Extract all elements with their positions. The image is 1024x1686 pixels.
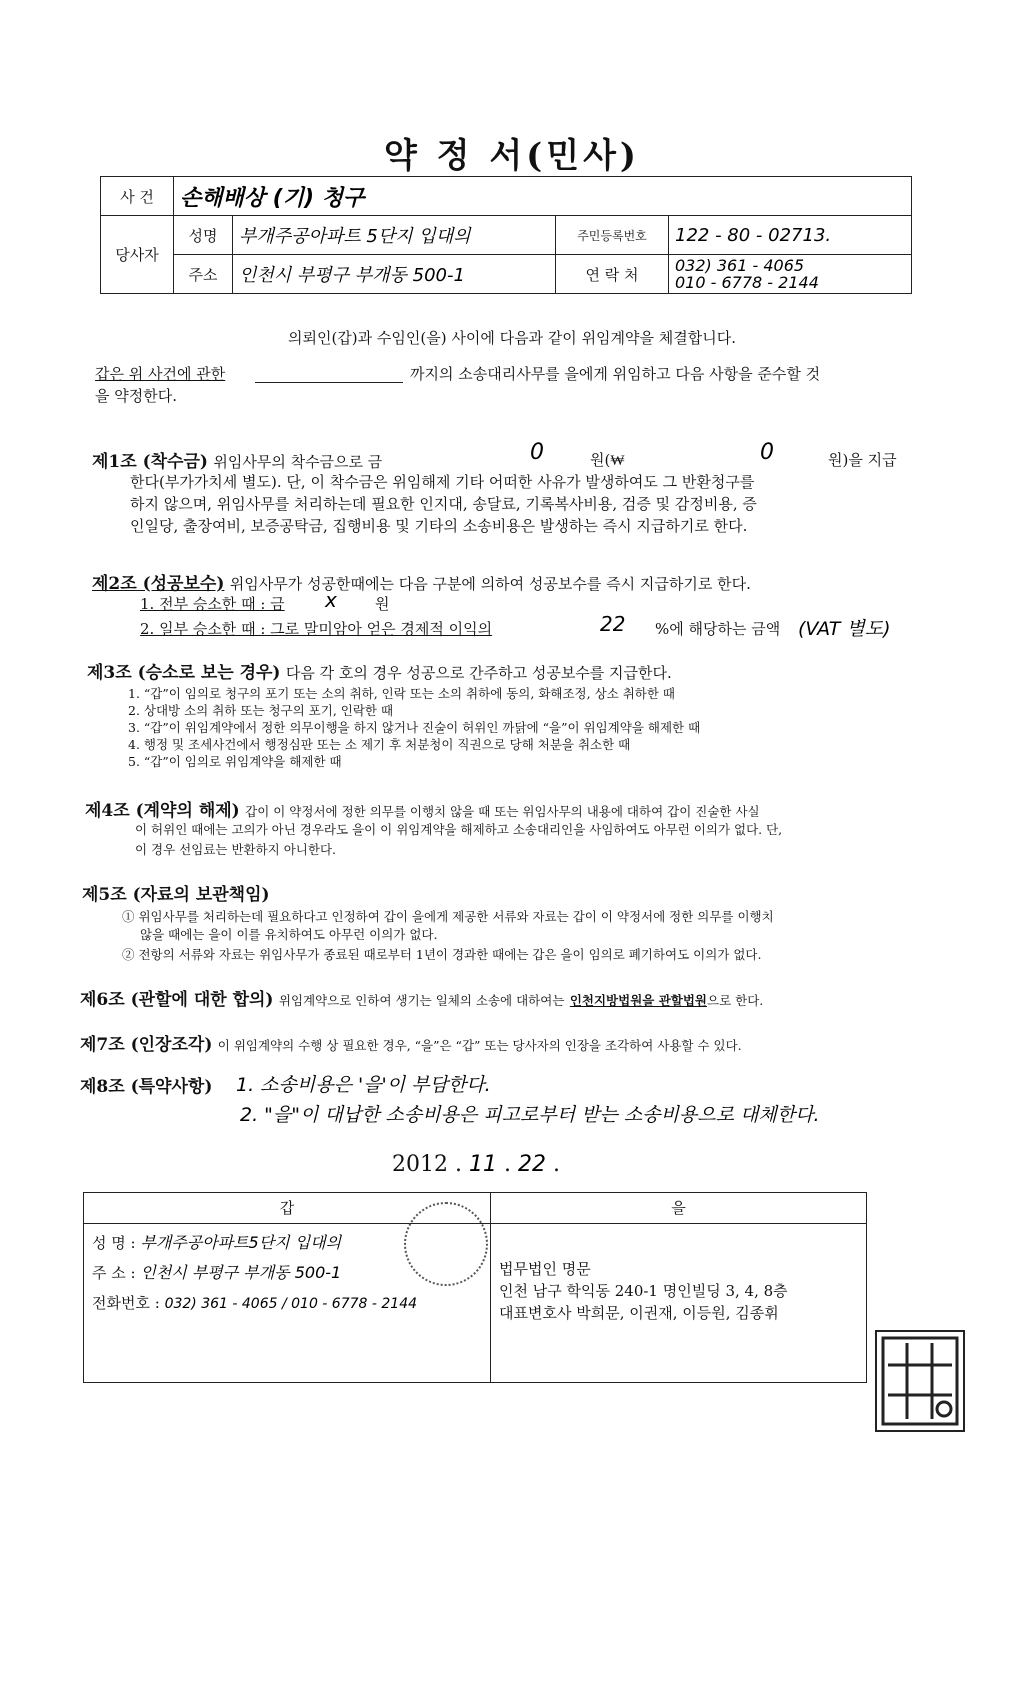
art2-item1-hand: x [325, 588, 337, 612]
document-title: 약 정 서(민사) [383, 136, 641, 176]
art6-line [80, 985, 763, 1010]
art1-line1 [92, 447, 382, 472]
intro-text: 의뢰인(갑)과 수임인(을) 사이에 다음과 같이 위임계약을 체결합니다. [287, 329, 737, 347]
date-month: 11 [469, 1152, 497, 1177]
art3-line1 [87, 658, 672, 683]
art2-text: 위임사무가 성공한때에는 다음 구분에 의하여 성공보수를 즉시 지급하기로 한다. [229, 575, 751, 593]
name-value: 부개주공아파트 5단지 입대의 [233, 216, 556, 255]
address-value: 인천시 부평구 부개동 500-1 [233, 255, 556, 294]
gap-address-value: 인천시 부평구 부개동 500-1 [140, 1263, 342, 1282]
art5-item2: ② 전항의 서류와 자료는 위임사무가 종료된 때로부터 1년이 경과한 때에는 갑은 을이 임의로 폐기하여도 이의가 없다. [122, 947, 762, 962]
art8-heading: 제8조 (특약사항) [80, 1077, 213, 1097]
art1-line2: 한다(부가가치세 별도). 단, 이 착수금은 위임해제 기타 어떠한 사유가 발생하여도 그 반환청구를 [130, 473, 755, 491]
firm-address: 인천 남구 학익동 240-1 명인빌딩 3, 4, 8층 [499, 1282, 788, 1300]
art2-item2-hand: 22 [600, 612, 626, 636]
preamble-part3: 을 약정한다. [95, 387, 177, 405]
gap-phone-label: 전화번호 : [92, 1294, 160, 1312]
eul-details [491, 1224, 867, 1383]
party-label: 당사자 [101, 216, 174, 294]
art1-line4: 인일당, 출장여비, 보증공탁금, 집행비용 및 기타의 소송비용은 발생하는 즉시 지급하기로 한다. [130, 517, 748, 535]
date-day: 22 [518, 1152, 546, 1177]
art5-item1-a: ① 위임사무를 처리하는데 필요하다고 인정하여 갑이 을에게 제공한 서류와 자료는 갑이 이 약정서에 정한 의무를 이행치 [122, 909, 774, 924]
art6-text1: 위임계약으로 인하여 생기는 일체의 소송에 대하여는 [278, 993, 565, 1008]
firm-name: 법무법인 명문 [499, 1260, 591, 1278]
gap-phone-value: 032) 361 - 4065 / 010 - 6778 - 2144 [164, 1296, 418, 1312]
art3-item: 5. “갑”이 임의로 위임계약을 해제한 때 [128, 754, 342, 769]
gap-name-value: 부개주공아파트5단지 입대의 [140, 1233, 342, 1252]
art1-text2: 원(₩ [590, 451, 625, 469]
art6-heading: 제6조 (관할에 대한 합의) [80, 990, 274, 1010]
col-eul-header: 을 [491, 1193, 867, 1224]
art2-item2-b: %에 해당하는 금액 [655, 620, 781, 638]
art2-item2-a: 2. 일부 승소한 때 : 그로 말미암아 얻은 경제적 이익의 [140, 620, 493, 638]
art1-line3: 하지 않으며, 위임사무를 처리하는데 필요한 인지대, 송달료, 기록복사비용, 검증 및 감정비용, 증 [130, 495, 757, 513]
case-info-table [100, 176, 912, 294]
art5-item1-b: 않을 때에는 을이 이를 유치하여도 아무런 이의가 없다. [140, 927, 438, 942]
art3-heading: 제3조 (승소로 보는 경우) [87, 663, 281, 683]
art3-item: 1. “갑”이 임의로 청구의 포기 또는 소의 취하, 인락 또는 소의 취하에 동의, 화해조정, 상소 취하한 때 [128, 686, 675, 701]
art3-item: 3. “갑”이 위임계약에서 정한 의무이행을 하지 않거나 진술이 허위인 까닭에 “을”이 위임계약을 해제한 때 [128, 720, 701, 735]
art4-line3: 이 경우 선임료는 반환하지 아니한다. [135, 842, 336, 857]
art3-item: 2. 상대방 소의 취하 또는 청구의 포기, 인락한 때 [128, 703, 394, 718]
contact-phone-2: 010 - 6778 - 2144 [675, 273, 819, 292]
preamble-part1: 갑은 위 사건에 관한 [95, 365, 226, 383]
idno-value: 122 - 80 - 02713. [669, 216, 912, 255]
art6-court: 인천지방법원을 관할법원 [569, 993, 707, 1008]
preamble-blank [255, 382, 403, 383]
art3-text: 다음 각 호의 경우 성공으로 간주하고 성공보수를 지급한다. [285, 664, 672, 682]
seal-graphic-icon [880, 1335, 960, 1427]
art6-text2: 으로 한다. [707, 993, 764, 1008]
art3-items [128, 685, 700, 770]
art1-amount: 0 [530, 440, 544, 465]
art4-line1 [85, 796, 760, 821]
art4-line1-text: 갑이 이 약정서에 정한 의무를 이행치 않을 때 또는 위임사무의 내용에 대하여 갑이 진술한 사실 [245, 804, 760, 819]
case-label: 사 건 [101, 177, 174, 216]
art2-heading: 제2조 (성공보수) [92, 574, 225, 594]
contract-date: 2012 . 11 . 22 . [392, 1152, 560, 1177]
art5-heading: 제5조 (자료의 보관책임) [82, 885, 270, 905]
art1-text3: 원)을 지급 [828, 451, 897, 469]
col-gap-header: 갑 [84, 1193, 491, 1224]
contact-phone-1: 032) 361 - 4065 [675, 256, 805, 275]
gap-phone-row [92, 1288, 482, 1319]
gap-address-label: 주 소 : [92, 1264, 136, 1282]
contact-value [669, 255, 912, 294]
association-seal-icon [404, 1202, 488, 1286]
name-label: 성명 [174, 216, 233, 255]
art1-text1: 위임사무의 착수금으로 금 [213, 453, 383, 471]
art8-hand1: 1. 소송비용은 '을'이 부담한다. [236, 1074, 491, 1096]
art1-heading: 제1조 (착수금) [92, 452, 208, 472]
art2-item1-a: 1. 전부 승소한 때 : 금 [140, 595, 285, 613]
address-label: 주소 [174, 255, 233, 294]
idno-label: 주민등록번호 [556, 216, 669, 255]
preamble-part2: 까지의 소송대리사무를 을에게 위임하고 다음 사항을 준수할 것 [410, 365, 821, 383]
contact-label: 연 락 처 [556, 255, 669, 294]
art7-line [80, 1030, 742, 1055]
art3-item: 4. 행정 및 조세사건에서 행정심판 또는 소 제기 후 처분청이 직권으로 당해 처분을 취소한 때 [128, 737, 631, 752]
art7-text: 이 위임계약의 수행 상 필요한 경우, “을”은 “갑” 또는 당사자의 인장을 조각하여 사용할 수 있다. [217, 1038, 742, 1053]
firm-reps: 대표변호사 박희문, 이권재, 이등원, 김종휘 [499, 1304, 779, 1322]
case-value: 손해배상 (기) 청구 [174, 177, 912, 216]
art1-amount2: 0 [760, 440, 774, 465]
date-year: 2012 [392, 1152, 448, 1177]
art2-line1 [92, 569, 751, 594]
art7-heading: 제7조 (인장조각) [80, 1035, 213, 1055]
law-firm-seal-icon [875, 1330, 965, 1432]
art2-item1-b: 원 [375, 595, 390, 613]
gap-name-label: 성 명 : [92, 1234, 136, 1252]
art4-heading: 제4조 (계약의 해제) [85, 801, 240, 821]
art2-item2-hand2: (VAT 별도) [798, 618, 891, 640]
art4-line2: 이 허위인 때에는 고의가 아닌 경우라도 을이 이 위임계약을 해제하고 소송대리인을 사임하여도 아무런 이의가 없다. 단, [135, 822, 783, 837]
art8-hand2: 2. "을"이 대납한 소송비용은 피고로부터 받는 소송비용으로 대체한다. [240, 1104, 820, 1126]
